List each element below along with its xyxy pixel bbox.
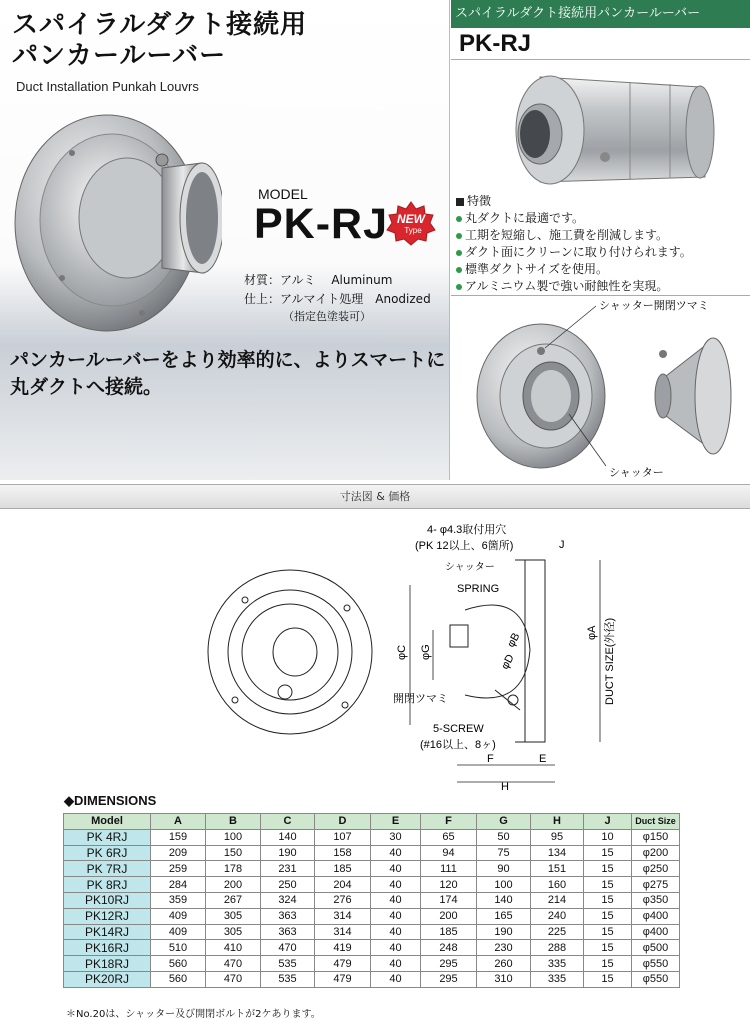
feature-item: ダクト面にクリーンに取り付けられます。 xyxy=(456,244,746,261)
table-row xyxy=(64,829,680,845)
footnote: ＊No.20は、シャッター及び開閉ボルトが2ケあります。 xyxy=(66,1009,321,1019)
table-cell: 295 xyxy=(421,971,477,987)
table-cell: φ400 xyxy=(632,908,680,924)
table-cell: 140 xyxy=(261,829,315,845)
table-cell: 190 xyxy=(261,845,315,861)
table-cell: 50 xyxy=(477,829,531,845)
table-cell: 94 xyxy=(421,845,477,861)
table-cell: φ550 xyxy=(632,971,680,987)
tagline-line1: パンカールーバーをより効率的に、よりスマートに xyxy=(10,349,446,371)
features-title: 特徴 xyxy=(467,194,492,208)
table-cell-model: PK 4RJ xyxy=(64,829,151,845)
green-dot-icon xyxy=(456,284,462,290)
table-cell: 15 xyxy=(584,940,632,956)
hole-label-2: (PK 12以上、6箇所) xyxy=(415,540,514,552)
knob-label: シャッター開閉ツマミ xyxy=(599,299,709,312)
table-cell: 151 xyxy=(531,861,584,877)
table-cell: 15 xyxy=(584,845,632,861)
table-cell: 140 xyxy=(477,892,531,908)
table-cell-model: PK 6RJ xyxy=(64,845,151,861)
table-cell: 284 xyxy=(151,877,206,893)
table-cell: 305 xyxy=(206,924,261,940)
table-cell: 535 xyxy=(261,971,315,987)
right-banner: スパイラルダクト接続用パンカールーバー xyxy=(451,0,750,28)
table-cell: 310 xyxy=(477,971,531,987)
hole-label-1: 4- φ4.3取付用穴 xyxy=(427,524,507,536)
tagline-line2: 丸ダクトへ接続。 xyxy=(10,376,163,398)
table-cell: 160 xyxy=(531,877,584,893)
table-cell: 10 xyxy=(584,829,632,845)
table-cell: 40 xyxy=(371,908,421,924)
table-cell: 510 xyxy=(151,940,206,956)
green-dot-icon xyxy=(456,233,462,239)
table-cell: 560 xyxy=(151,956,206,972)
table-cell: 150 xyxy=(206,845,261,861)
table-cell: 15 xyxy=(584,877,632,893)
table-cell: 190 xyxy=(477,924,531,940)
table-row xyxy=(64,892,680,908)
table-cell: 560 xyxy=(151,971,206,987)
col-g: G xyxy=(477,814,531,830)
table-cell: 111 xyxy=(421,861,477,877)
table-cell: 359 xyxy=(151,892,206,908)
col-d: D xyxy=(315,814,371,830)
feature-item: 工期を短縮し、施工費を削減します。 xyxy=(456,227,746,244)
hero-panel xyxy=(0,0,450,480)
table-cell: 200 xyxy=(421,908,477,924)
table-cell: 214 xyxy=(531,892,584,908)
table-cell: 248 xyxy=(421,940,477,956)
table-cell: 204 xyxy=(315,877,371,893)
table-cell: 30 xyxy=(371,829,421,845)
dimensions-table xyxy=(63,813,680,988)
table-cell: 15 xyxy=(584,971,632,987)
right-header xyxy=(451,0,750,60)
phi-g-label: φG xyxy=(420,644,432,660)
col-duct-size: Duct Size xyxy=(632,814,680,830)
green-dot-icon xyxy=(456,267,462,273)
table-cell: 259 xyxy=(151,861,206,877)
tagline xyxy=(10,347,450,401)
table-cell: 40 xyxy=(371,845,421,861)
table-cell: 95 xyxy=(531,829,584,845)
table-cell: 410 xyxy=(206,940,261,956)
table-cell: 260 xyxy=(477,956,531,972)
table-cell: 65 xyxy=(421,829,477,845)
table-row xyxy=(64,877,680,893)
table-cell: 335 xyxy=(531,971,584,987)
table-cell: 90 xyxy=(477,861,531,877)
hero-title-line1: スパイラルダクト接続用 xyxy=(12,10,308,40)
table-cell: 40 xyxy=(371,892,421,908)
phi-b-label: φB xyxy=(505,630,523,650)
table-cell-model: PK16RJ xyxy=(64,940,151,956)
spec-note: （指定色塗装可） xyxy=(283,310,371,323)
f-label: F xyxy=(487,753,494,765)
table-cell: 419 xyxy=(315,940,371,956)
table-cell: 40 xyxy=(371,940,421,956)
table-row xyxy=(64,956,680,972)
feature-item: 標準ダクトサイズを使用。 xyxy=(456,261,746,278)
table-cell: 363 xyxy=(261,924,315,940)
screw-label-2: (#16以上、8ヶ) xyxy=(420,739,496,751)
col-j: J xyxy=(584,814,632,830)
table-cell: 314 xyxy=(315,924,371,940)
table-cell-model: PK14RJ xyxy=(64,924,151,940)
badge-type-text: Type xyxy=(404,226,422,235)
table-cell: 479 xyxy=(315,956,371,972)
green-dot-icon xyxy=(456,250,462,256)
spring-label: SPRING xyxy=(457,583,500,595)
table-cell: 535 xyxy=(261,956,315,972)
table-cell: 230 xyxy=(477,940,531,956)
table-cell: 100 xyxy=(477,877,531,893)
table-cell: φ275 xyxy=(632,877,680,893)
table-cell: 305 xyxy=(206,908,261,924)
badge-new-text: NEW xyxy=(397,212,425,226)
phi-d-label: φD xyxy=(499,652,517,672)
feature-item: アルミニウム製で強い耐蝕性を実現。 xyxy=(456,278,746,295)
table-cell: 250 xyxy=(261,877,315,893)
hero-title-line2: パンカールーバー xyxy=(12,41,227,71)
phi-a-label: φA xyxy=(586,625,598,640)
table-cell: 159 xyxy=(151,829,206,845)
col-h: H xyxy=(531,814,584,830)
table-cell: 15 xyxy=(584,924,632,940)
table-cell: 200 xyxy=(206,877,261,893)
table-cell-model: PK18RJ xyxy=(64,956,151,972)
col-c: C xyxy=(261,814,315,830)
table-cell: 75 xyxy=(477,845,531,861)
col-model: Model xyxy=(64,814,151,830)
spec-material: 材質：アルミ Aluminum xyxy=(244,273,393,287)
col-b: B xyxy=(206,814,261,830)
table-row xyxy=(64,940,680,956)
j-label: J xyxy=(559,539,565,551)
table-cell: 185 xyxy=(421,924,477,940)
table-cell: 40 xyxy=(371,924,421,940)
shutter-illustration xyxy=(451,296,750,480)
col-a: A xyxy=(151,814,206,830)
col-e: E xyxy=(371,814,421,830)
duct-product-photo xyxy=(500,62,720,192)
table-cell: φ200 xyxy=(632,845,680,861)
table-cell: 178 xyxy=(206,861,261,877)
table-cell: 225 xyxy=(531,924,584,940)
table-header-row xyxy=(64,814,680,830)
table-cell: 15 xyxy=(584,908,632,924)
model-label: MODEL xyxy=(258,186,308,202)
square-bullet-icon xyxy=(456,198,464,206)
phi-c-label: φC xyxy=(396,644,408,660)
table-cell: 470 xyxy=(206,971,261,987)
table-cell: 409 xyxy=(151,924,206,940)
table-cell: φ250 xyxy=(632,861,680,877)
e-label: E xyxy=(539,753,547,765)
table-row xyxy=(64,908,680,924)
table-cell: 134 xyxy=(531,845,584,861)
table-row xyxy=(64,924,680,940)
shutter-callout: シャッター xyxy=(445,562,495,573)
hero-title xyxy=(12,10,307,72)
table-cell: 240 xyxy=(531,908,584,924)
table-cell: 295 xyxy=(421,956,477,972)
table-cell: 107 xyxy=(315,829,371,845)
table-row xyxy=(64,971,680,987)
louvre-product-image xyxy=(12,108,222,338)
section-band: 寸法図 & 価格 xyxy=(0,484,750,509)
table-cell: 324 xyxy=(261,892,315,908)
h-label: H xyxy=(501,781,509,790)
table-cell: 335 xyxy=(531,956,584,972)
table-cell: 15 xyxy=(584,861,632,877)
table-cell: 165 xyxy=(477,908,531,924)
spec-finish: 仕上：アルマイト処理 Anodized xyxy=(244,292,431,306)
right-model: PK-RJ xyxy=(459,30,532,57)
dimensions-title: ◆DIMENSIONS xyxy=(64,793,157,808)
table-cell: 470 xyxy=(261,940,315,956)
table-row xyxy=(64,861,680,877)
shutter-label: シャッター xyxy=(609,466,664,479)
new-badge-icon xyxy=(385,200,437,246)
table-cell: 40 xyxy=(371,971,421,987)
table-cell: 209 xyxy=(151,845,206,861)
table-cell: 267 xyxy=(206,892,261,908)
table-cell: 40 xyxy=(371,861,421,877)
table-cell-model: PK20RJ xyxy=(64,971,151,987)
table-cell: φ150 xyxy=(632,829,680,845)
table-cell: 288 xyxy=(531,940,584,956)
table-cell: φ350 xyxy=(632,892,680,908)
table-cell: 15 xyxy=(584,892,632,908)
table-cell: 100 xyxy=(206,829,261,845)
table-cell: 40 xyxy=(371,956,421,972)
dimension-drawing xyxy=(195,520,655,790)
table-cell-model: PK10RJ xyxy=(64,892,151,908)
table-row xyxy=(64,845,680,861)
table-cell: φ500 xyxy=(632,940,680,956)
table-cell: 15 xyxy=(584,956,632,972)
hero-subtitle: Duct Installation Punkah Louvrs xyxy=(16,79,199,94)
screw-label-1: 5-SCREW xyxy=(433,723,484,735)
table-cell-model: PK12RJ xyxy=(64,908,151,924)
table-cell: 470 xyxy=(206,956,261,972)
table-cell: 276 xyxy=(315,892,371,908)
front-view xyxy=(208,570,372,734)
table-cell: 231 xyxy=(261,861,315,877)
knob-callout: 開閉ツマミ xyxy=(393,693,448,705)
table-cell: φ550 xyxy=(632,956,680,972)
table-cell: φ400 xyxy=(632,924,680,940)
green-dot-icon xyxy=(456,216,462,222)
col-f: F xyxy=(421,814,477,830)
table-cell: 120 xyxy=(421,877,477,893)
table-cell: 314 xyxy=(315,908,371,924)
table-cell: 185 xyxy=(315,861,371,877)
table-cell-model: PK 8RJ xyxy=(64,877,151,893)
table-cell: 40 xyxy=(371,877,421,893)
duct-size-label: DUCT SIZE(外径) xyxy=(604,617,616,705)
model-name: PK-RJ xyxy=(254,200,389,248)
table-cell: 409 xyxy=(151,908,206,924)
table-cell: 174 xyxy=(421,892,477,908)
feature-item: 丸ダクトに最適です。 xyxy=(456,210,746,227)
table-cell: 479 xyxy=(315,971,371,987)
table-cell-model: PK 7RJ xyxy=(64,861,151,877)
table-cell: 363 xyxy=(261,908,315,924)
table-cell: 158 xyxy=(315,845,371,861)
features-list xyxy=(456,193,746,295)
